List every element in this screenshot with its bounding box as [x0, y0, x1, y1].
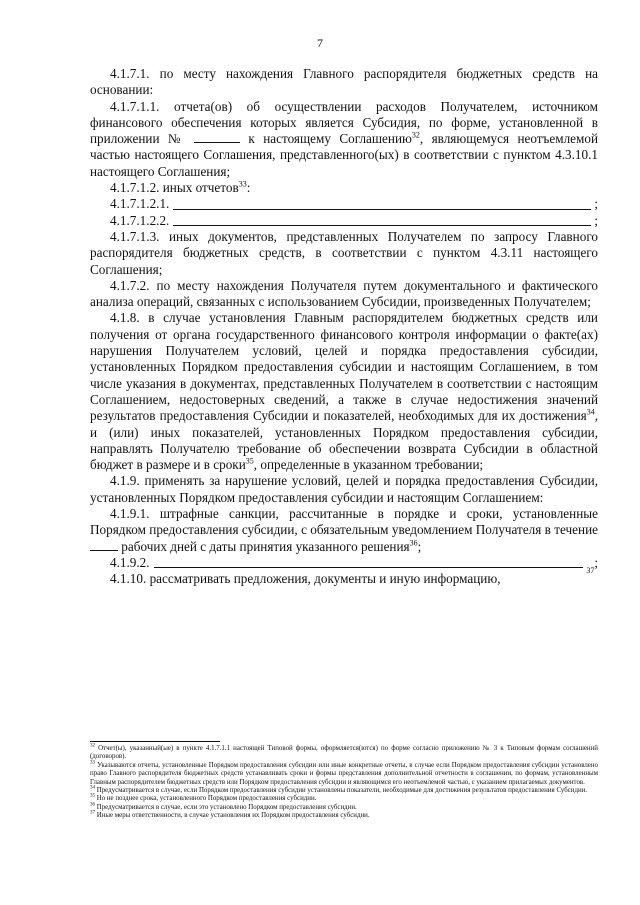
- days-count-blank: [90, 549, 118, 551]
- paragraph-4-1-9-1: 4.1.9.1. штрафные санкции, рассчитанные в порядке и сроки, установленные Порядком предоставления субсидии, с обязательным уведомлением Получателя в течение рабочих дней с даты принятия указанного решения$^{36}$;: [90, 506, 598, 554]
- footnote-ref: 36: [409, 538, 418, 548]
- footnote-separator: [90, 741, 220, 742]
- paragraph-4-1-9: 4.1.9. применять за нарушение условий, целей и порядка предоставления Субсидии, установленных Порядком предоставления субсидии и настоящим Соглашением:: [90, 473, 598, 505]
- footnote-33: $^{33}$ Указываются отчеты, установленные Порядком предоставления субсидии или иные конкретные отчеты, в случае если Порядком предоставления субсидии установлено право Главного распорядителя бюджетных средств устанавливать сроки и формы представления дополнительной отчетности в соглашении, по формам, установленным Главным распорядителем бюджетных средств или Порядком предоставления субсидии и являющимся его неотъемлемой частью, с указанием прилагаемых документов.: [90, 760, 598, 786]
- paragraph-4-1-7-1-2-2: 4.1.7.1.2.2. ;: [110, 212, 598, 228]
- paragraph-4-1-7-1-1: 4.1.7.1.1. отчета(ов) об осуществлении расходов Получателем, источником финансового обеспечения которых является Субсидия, по форме, установленной в приложении № к настоящему Соглашению$^{32}$, являющемуся неотъемлемой частью настоящего Соглашения, представленного(ых) в соответствии с пунктом 4.3.10.1 настоящего Соглашения;: [90, 98, 598, 179]
- footnote-37: $^{37}$ Иные меры ответственности, в случае установления их Порядком предоставления субсидии.: [90, 810, 370, 820]
- footnote-ref: 33: [238, 179, 247, 189]
- paragraph-4-1-7-1-2: 4.1.7.1.2. иных отчетов$^{33}$:: [110, 179, 251, 196]
- document-body: [90, 66, 598, 588]
- fill-in-blank: [173, 208, 591, 210]
- paragraph-4-1-9-2: 4.1.9.2. 37 ;: [110, 554, 598, 576]
- page-number: 7: [317, 36, 323, 50]
- paragraph-4-1-7-1: 4.1.7.1. по месту нахождения Главного распорядителя бюджетных средств на основании:: [90, 66, 598, 98]
- footnote-34: $^{34}$ Предусматривается в случае, если Порядком предоставления субсидии установлены показатели, необходимые для достижения результатов предоставления Субсидии.: [90, 785, 588, 795]
- paragraph-4-1-7-2: 4.1.7.2. по месту нахождения Получателя путем документального и фактического анализа операций, связанных с использованием Субсидии, произведенных Получателем;: [90, 277, 598, 310]
- footnote-32: $^{32}$ Отчет(ы), указанный(ые) в пункте 4.1.7.1.1 настоящей Типовой формы, оформляется(ются) по форме согласно приложению № 3 к Типовым формам соглашений (договоров).: [90, 743, 598, 761]
- paragraph-4-1-10: 4.1.10. рассматривать предложения, документы и иную информацию,: [110, 571, 501, 587]
- paragraph-4-1-8: 4.1.8. в случае установления Главным распорядителем бюджетных средств или получения от органа государственного финансового контроля информации о факте(ах) нарушения Получателем условий, целей и порядка предоставления субсидии, установленных Порядком предоставления субсидии и настоящим Соглашением, в том числе указания в документах, представленных Получателем в соответствии с настоящим Соглашением, недостоверных сведений, а также в случае недостижения значений результатов предоставления Субсидии и показателей, необходимых для их достижения$^{34}$, и (или) иных показателей, установленных Порядком предоставления субсидии, направлять Получателю требование об обеспечении возврата Субсидии в областной бюджет в размере и в сроки$^{35}$, определенные в указанном требовании;: [90, 310, 598, 473]
- paragraph-4-1-7-1-2-1: 4.1.7.1.2.1. ;: [110, 196, 598, 212]
- footnote-36: $^{36}$ Предусматривается в случае, если это установлено Порядком предоставления субсидии.: [90, 802, 357, 811]
- footnote-ref: 34: [586, 407, 595, 417]
- footnote-ref: 32: [411, 130, 420, 140]
- fill-in-blank: [173, 224, 591, 226]
- paragraph-4-1-7-1-3: 4.1.7.1.3. иных документов, представленных Получателем по запросу Главного распорядителя бюджетных средств, в соответствии с пунктом 4.3.11 настоящего Соглашения;: [90, 228, 598, 277]
- footnotes: [90, 745, 598, 821]
- footnote-ref: 35: [245, 456, 254, 466]
- appendix-number-blank: [194, 141, 240, 143]
- footnote-35: $^{35}$ Но не позднее срока, установленного Порядком предоставления субсидии.: [90, 794, 317, 803]
- fill-in-blank: [154, 566, 584, 568]
